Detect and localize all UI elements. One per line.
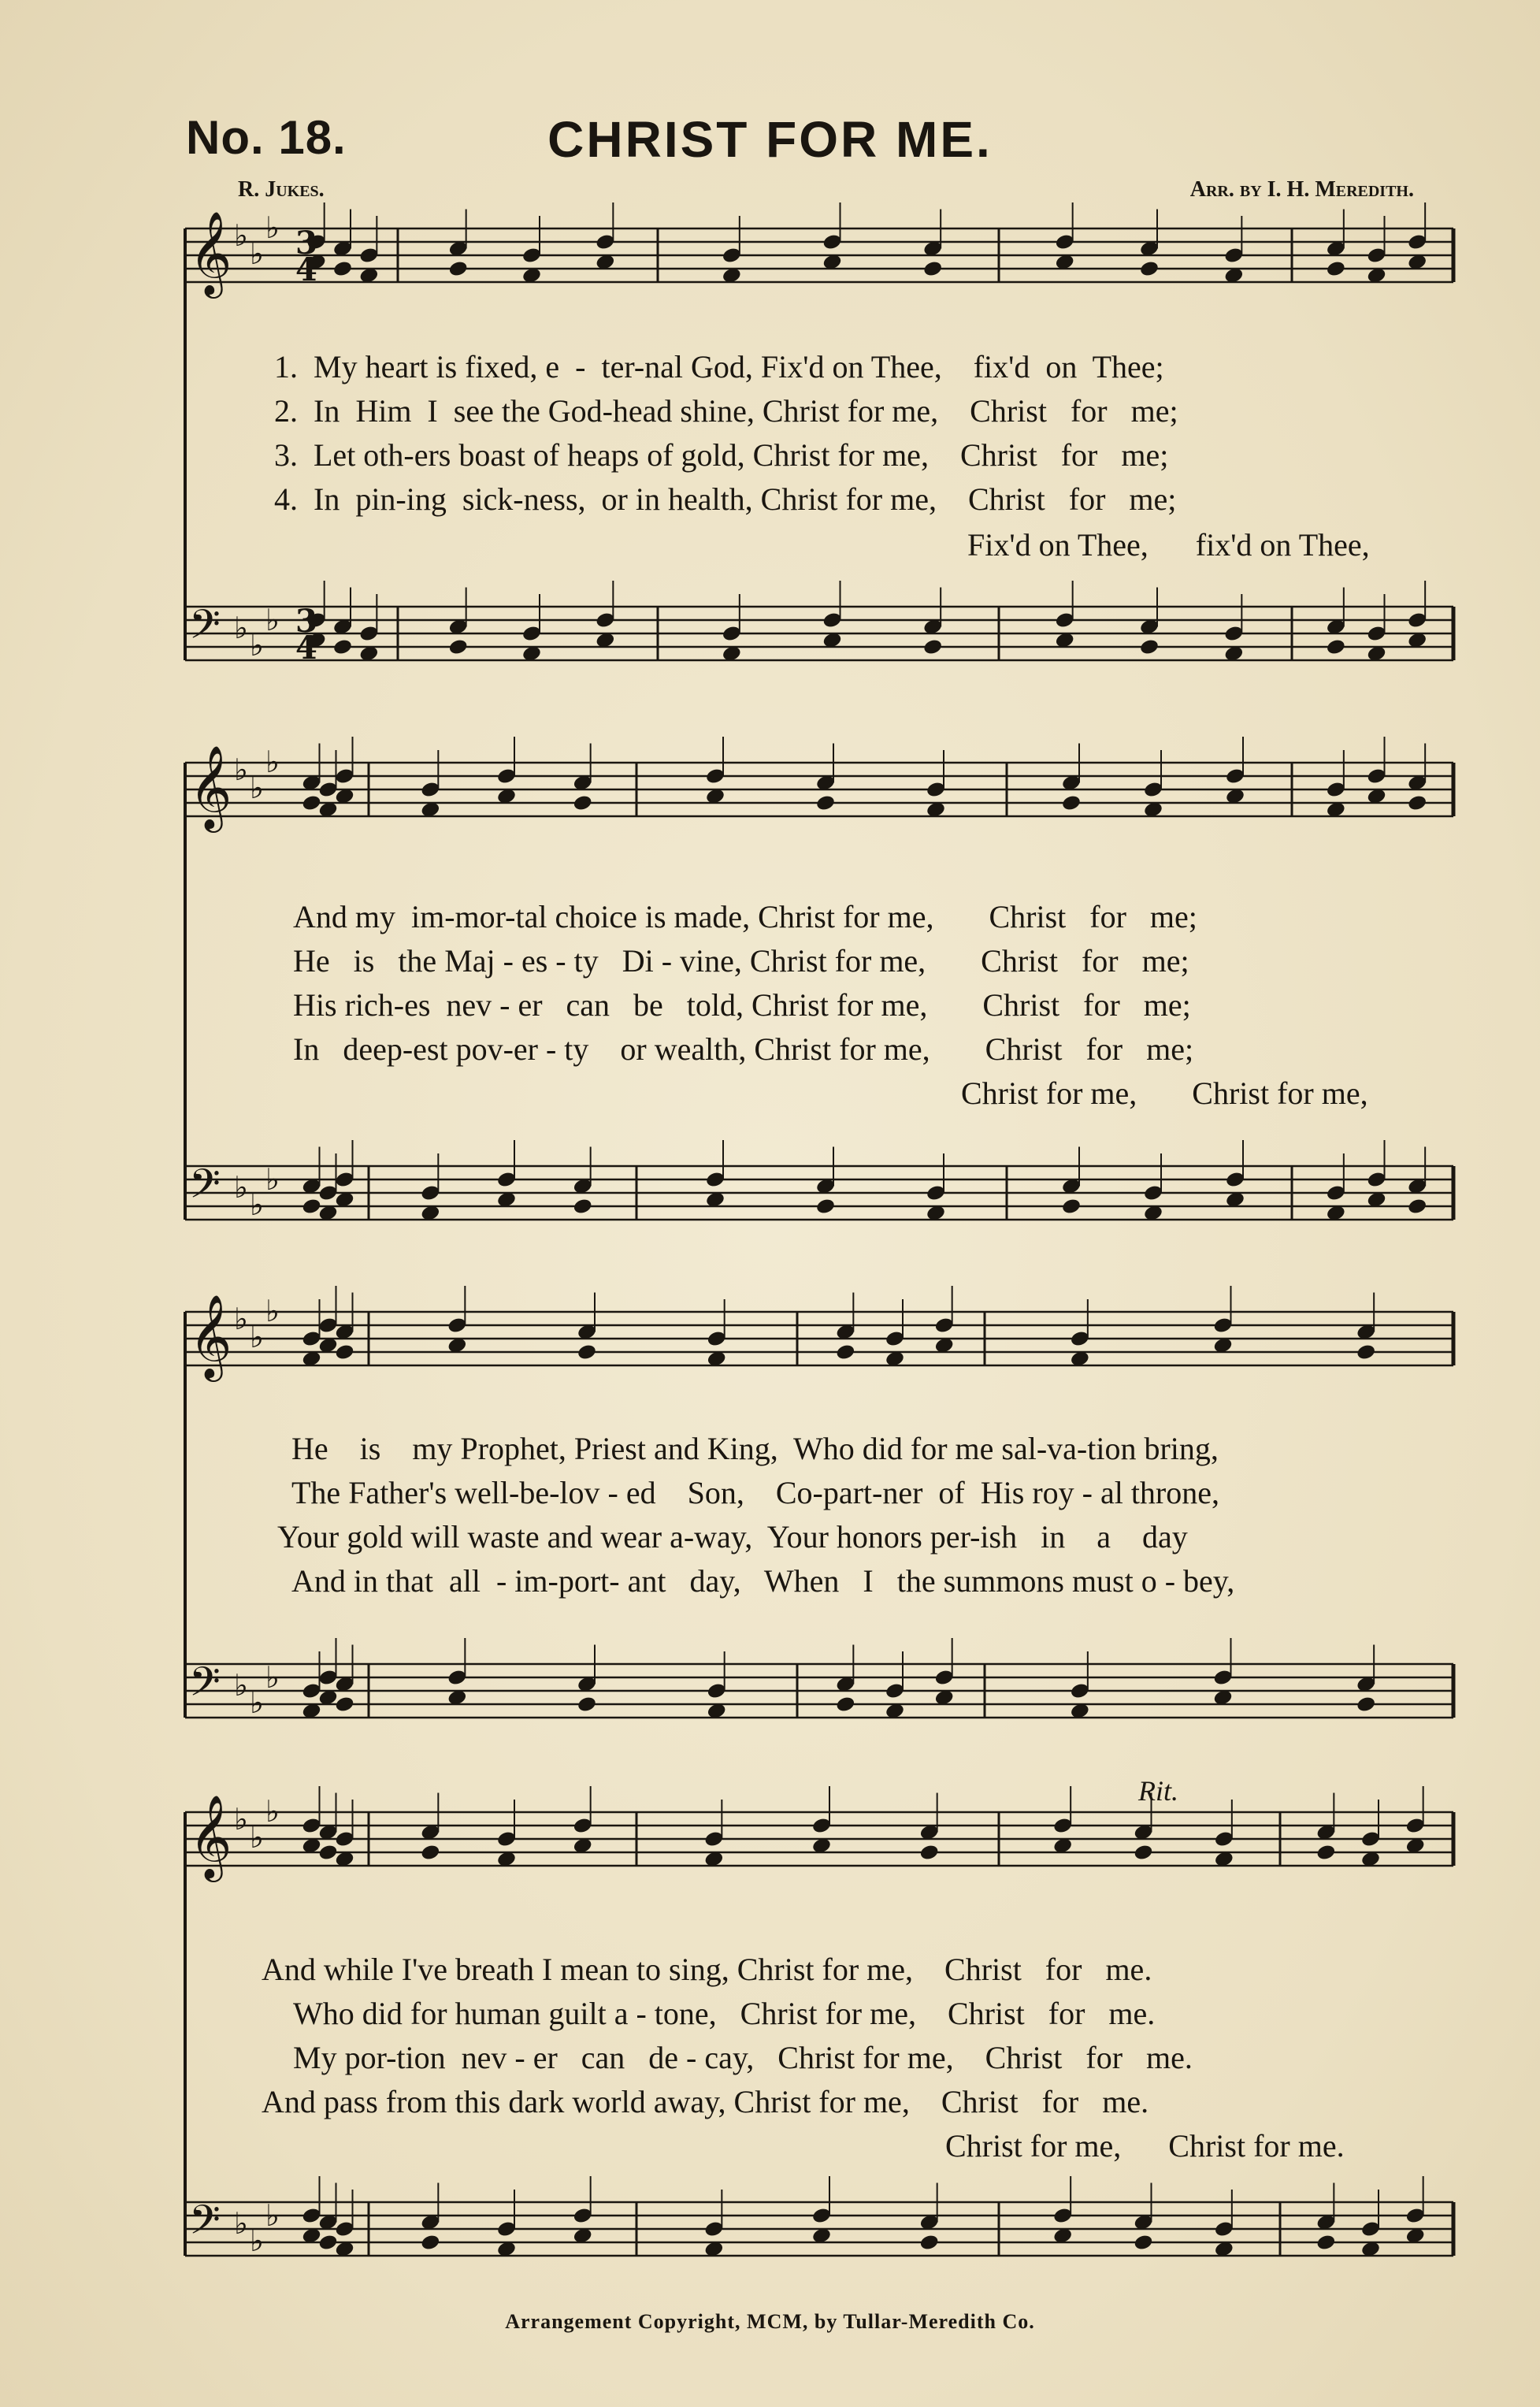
note-head (1407, 1198, 1427, 1216)
flat-sign: ♭ (265, 1660, 280, 1695)
bass-clef: 𝄢 (189, 1658, 221, 1715)
note-head (922, 260, 943, 278)
note-head (1326, 260, 1346, 278)
lyric-line: The Father's well-be-lov - ed Son, Co-part-ner of His roy - al throne, (291, 1475, 1220, 1510)
lyric-line: And pass from this dark world away, Christ for me, Christ for me. (262, 2084, 1149, 2119)
lyric-line: He is my Prophet, Priest and King, Who did for me sal-va-tion bring, (291, 1431, 1219, 1466)
lyric-line: And my im-mor-tal choice is made, Christ for me, Christ for me; (293, 899, 1197, 934)
note-head (334, 1343, 354, 1361)
treble-clef: 𝄞 (189, 210, 232, 295)
note-head (1356, 1696, 1376, 1714)
note-head (1315, 1844, 1336, 1862)
note-head (1326, 638, 1346, 656)
note-head (919, 2234, 940, 2252)
note-head (301, 794, 321, 812)
treble-clef: 𝄞 (189, 1794, 232, 1878)
note-head (835, 1343, 855, 1361)
flat-sign: ♭ (250, 236, 264, 271)
flat-sign: ♭ (250, 1685, 264, 1720)
note-head (815, 1198, 836, 1216)
note-head (448, 638, 469, 656)
time-signature: 4 (295, 251, 317, 288)
note-head (317, 1844, 338, 1862)
note-head (577, 1696, 597, 1714)
bass-clef: 𝄢 (189, 1160, 221, 1217)
note-head (332, 260, 353, 278)
lyric-line: My por-tion nev - er can de - cay, Christ for me, Christ for me. (293, 2040, 1193, 2075)
bass-echo-text: Christ for me, Christ for me, (961, 1075, 1368, 1111)
flat-sign: ♭ (234, 1802, 248, 1837)
note-head (332, 638, 353, 656)
note-head (301, 1198, 321, 1216)
lyric-line: And while I've breath I mean to sing, Christ for me, Christ for me. (262, 1952, 1152, 1987)
flat-sign: ♭ (265, 1294, 280, 1328)
flat-sign: ♭ (265, 210, 280, 245)
time-signature: 4 (295, 630, 317, 667)
flat-sign: ♭ (234, 1302, 248, 1336)
note-head (815, 794, 836, 812)
lyric-line: 1. My heart is fixed, e - ter-nal God, Fix'd on Thee, fix'd on Thee; (274, 349, 1164, 384)
author-credit: R. Jukes. (238, 177, 325, 202)
lyric-line: Who did for human guilt a - tone, Christ for me, Christ for me. (293, 1996, 1156, 2031)
flat-sign: ♭ (265, 1162, 280, 1197)
note-head (1133, 1844, 1153, 1862)
flat-sign: ♭ (250, 771, 264, 805)
flat-sign: ♭ (234, 1170, 248, 1205)
flat-sign: ♭ (234, 218, 248, 253)
flat-sign: ♭ (234, 2206, 248, 2241)
lyric-line: And in that all - im-port- ant day, When I the summons must o - bey, (291, 1563, 1235, 1599)
note-head (573, 794, 593, 812)
treble-clef: 𝄞 (189, 1294, 232, 1378)
note-head (1061, 794, 1082, 812)
bass-clef: 𝄢 (189, 600, 221, 658)
hymn-number: No. 18. (186, 111, 347, 164)
bass-clef: 𝄢 (189, 2196, 221, 2253)
note-head (573, 1198, 593, 1216)
arranger-credit: Arr. by I. H. Meredith. (1189, 177, 1414, 202)
lyric-line: 2. In Him I see the God-head shine, Christ for me, Christ for me; (274, 393, 1178, 429)
bass-echo-text: Christ for me, Christ for me. (945, 2128, 1345, 2164)
copyright-notice: Arrangement Copyright, MCM, by Tullar-Meredith Co. (505, 2310, 1035, 2333)
flat-sign: ♭ (234, 611, 248, 645)
note-head (420, 1844, 440, 1862)
lyric-line: He is the Maj - es - ty Di - vine, Christ for me, Christ for me; (293, 943, 1189, 979)
time-signature: 3 (295, 603, 317, 640)
lyric-line: Your gold will waste and wear a-way, Your honors per-ish in a day (277, 1519, 1188, 1555)
flat-sign: ♭ (265, 603, 280, 637)
flat-sign: ♭ (250, 1187, 264, 1222)
flat-sign: ♭ (250, 1820, 264, 1855)
flat-sign: ♭ (265, 1794, 280, 1829)
lyric-line: His rich-es nev - er can be told, Christ for me, Christ for me; (293, 987, 1191, 1023)
note-head (922, 638, 943, 656)
note-head (835, 1696, 855, 1714)
note-head (919, 1844, 940, 1862)
note-head (1139, 638, 1160, 656)
flat-sign: ♭ (265, 745, 280, 779)
note-head (334, 1696, 354, 1714)
note-head (1139, 260, 1160, 278)
lyric-line: In deep-est pov-er - ty or wealth, Christ for me, Christ for me; (293, 1031, 1194, 1067)
flat-sign: ♭ (265, 2198, 280, 2233)
note-head (577, 1343, 597, 1361)
note-head (1407, 794, 1427, 812)
note-head (1315, 2234, 1336, 2252)
bass-echo-text: Fix'd on Thee, fix'd on Thee, (967, 527, 1370, 563)
hymn-title: CHRIST FOR ME. (547, 111, 993, 168)
flat-sign: ♭ (234, 1668, 248, 1703)
note-head (1356, 1343, 1376, 1361)
note-head (317, 2234, 338, 2252)
flat-sign: ♭ (250, 628, 264, 663)
flat-sign: ♭ (250, 2223, 264, 2258)
note-head (448, 260, 469, 278)
flat-sign: ♭ (250, 1320, 264, 1354)
note-head (420, 2234, 440, 2252)
tempo-mark: Rit. (1138, 1775, 1178, 1807)
lyric-line: 4. In pin-ing sick-ness, or in health, Christ for me, Christ for me; (274, 481, 1177, 517)
time-signature: 3 (295, 225, 317, 262)
note-head (1061, 1198, 1082, 1216)
flat-sign: ♭ (234, 752, 248, 787)
note-head (1133, 2234, 1153, 2252)
lyric-line: 3. Let oth-ers boast of heaps of gold, Christ for me, Christ for me; (274, 437, 1169, 473)
treble-clef: 𝄞 (189, 745, 232, 829)
